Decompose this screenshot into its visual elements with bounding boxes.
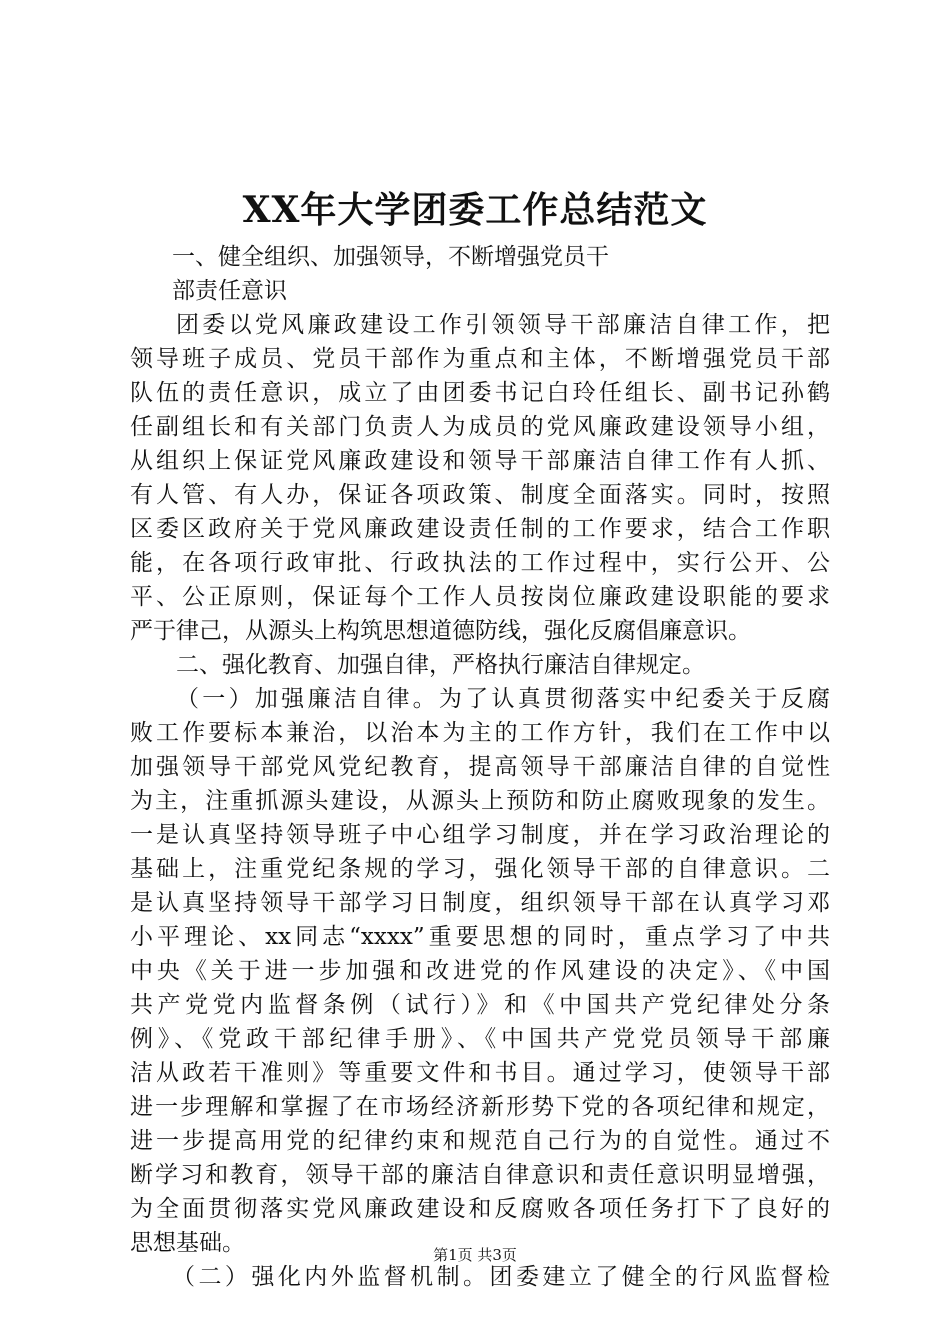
paragraph-line: 是认真坚持领导干部学习日制度，组织领导干部在认真学习邓 — [130, 890, 830, 916]
paragraph-line: 为主，注重抓源头建设，从源头上预防和防止腐败现象的发生。 — [130, 788, 830, 814]
paragraph-line: 平、公正原则，保证每个工作人员按岗位廉政建设职能的要求 — [130, 584, 830, 610]
document-title: XX年大学团委工作总结范文 — [242, 189, 708, 231]
paragraph-line: 领导班子成员、党员干部作为重点和主体，不断增强党员干部 — [130, 346, 830, 372]
paragraph-line: 有人管、有人办，保证各项政策、制度全面落实。同时，按照 — [130, 482, 830, 508]
paragraph-line: 进一步理解和掌握了在市场经济新形势下党的各项纪律和规定， — [130, 1094, 830, 1120]
paragraph-line: 进一步提高用党的纪律约束和规范自己行为的自觉性。通过不 — [130, 1128, 830, 1154]
paragraph-line: 团委以党风廉政建设工作引领领导干部廉洁自律工作，把 — [176, 312, 830, 338]
paragraph-line: 队伍的责任意识，成立了由团委书记白玲任组长、副书记孙鹤 — [130, 380, 830, 406]
page-number: 第1页 共3页 — [433, 1246, 517, 1264]
paragraph-line: （二）强化内外监督机制。团委建立了健全的行风监督检 — [172, 1264, 830, 1290]
paragraph-line: 中央《关于进一步加强和改进党的作风建设的决定》、《中国 — [130, 958, 830, 984]
paragraph-line: 从组织上保证党风廉政建设和领导干部廉洁自律工作有人抓、 — [130, 448, 830, 474]
paragraph-line: 思想基础。 — [130, 1230, 245, 1256]
heading-line-2: 部责任意识 — [172, 278, 287, 304]
paragraph-line: 能，在各项行政审批、行政执法的工作过程中，实行公开、公 — [130, 550, 830, 576]
paragraph-line: 洁从政若干准则》等重要文件和书目。通过学习，使领导干部 — [130, 1060, 830, 1086]
paragraph-line: 加强领导干部党风党纪教育，提高领导干部廉洁自律的自觉性 — [130, 754, 830, 780]
paragraph-line: 任副组长和有关部门负责人为成员的党风廉政建设领导小组， — [130, 414, 830, 440]
document-body — [130, 240, 830, 1294]
section-heading: 二、强化教育、加强自律，严格执行廉洁自律规定。 — [176, 652, 705, 678]
paragraph-line: 为全面贯彻落实党风廉政建设和反腐败各项任务打下了良好的 — [130, 1196, 830, 1222]
paragraph-line: 例》、《党政干部纪律手册》、《中国共产党党员领导干部廉 — [130, 1026, 830, 1052]
paragraph-line: （一）加强廉洁自律。为了认真贯彻落实中纪委关于反腐 — [176, 686, 830, 712]
paragraph-line: 共产党党内监督条例（试行）》和《中国共产党纪律处分条 — [130, 992, 830, 1018]
heading-line-1: 一、健全组织、加强领导，不断增强党员干 — [172, 244, 609, 270]
paragraph-line: 一是认真坚持领导班子中心组学习制度，并在学习政治理论的 — [130, 822, 830, 848]
paragraph-line: 小平理论、xx同志“xxxx”重要思想的同时，重点学习了中共 — [130, 924, 830, 950]
paragraph-line: 败工作要标本兼治，以治本为主的工作方针，我们在工作中以 — [130, 720, 830, 746]
paragraph-line: 断学习和教育，领导干部的廉洁自律意识和责任意识明显增强， — [130, 1162, 830, 1188]
paragraph-line: 基础上，注重党纪条规的学习，强化领导干部的自律意识。二 — [130, 856, 830, 882]
paragraph-line: 区委区政府关于党风廉政建设责任制的工作要求，结合工作职 — [130, 516, 830, 542]
paragraph-line: 严于律己，从源头上构筑思想道德防线，强化反腐倡廉意识。 — [130, 618, 751, 644]
